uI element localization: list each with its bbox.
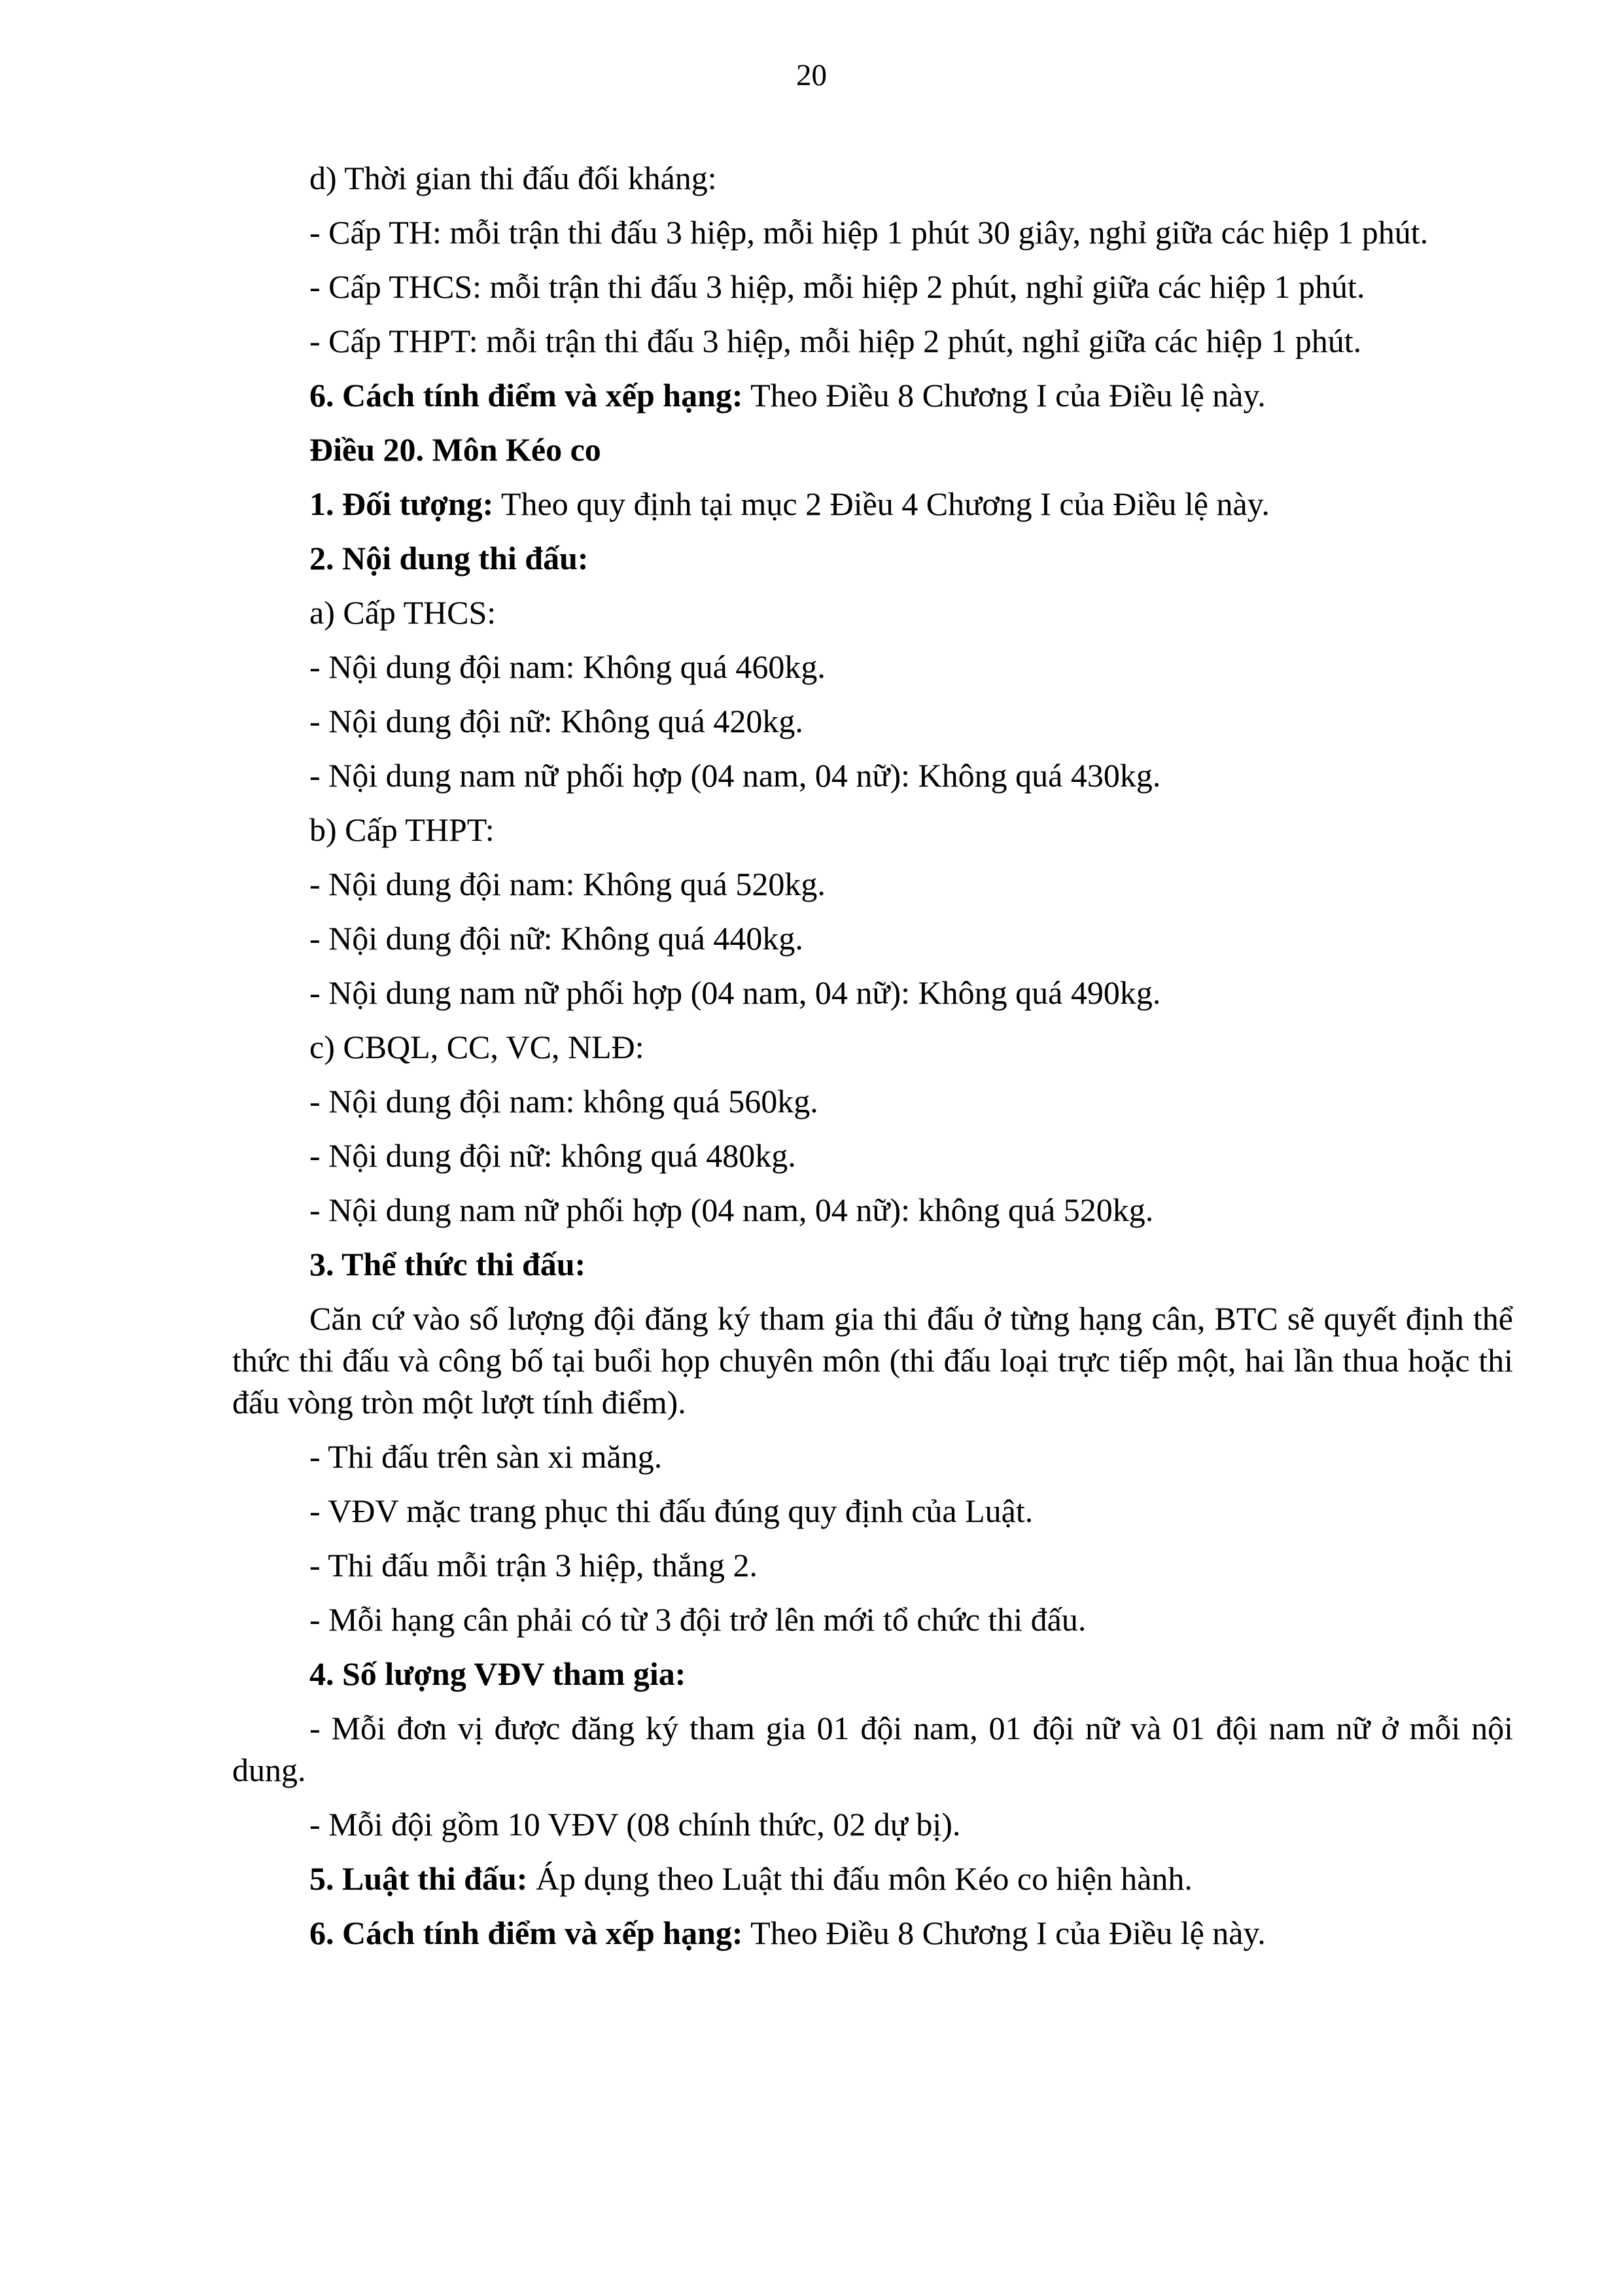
article-20-title: Điều 20. Môn Kéo co (309, 431, 601, 468)
level-thpt-heading: b) Cấp THPT: (309, 811, 495, 848)
section-3-format: 3. Thể thức thi đấu: (309, 1246, 586, 1282)
thcs-men-team: - Nội dung đội nam: Không quá 460kg. (309, 648, 826, 685)
format-cement-floor: - Thi đấu trên sàn xi măng. (309, 1438, 663, 1475)
paragraph-time-thcs: - Cấp THCS: mỗi trận thi đấu 3 hiệp, mỗi hiệp 2 phút, nghỉ giữa các hiệp 1 phút. (309, 268, 1365, 305)
section-4-athletes: 4. Số lượng VĐV tham gia: (309, 1655, 686, 1692)
section-scoring-previous: 6. Cách tính điểm và xếp hạng: Theo Điều 8 Chương I của Điều lệ này. (309, 377, 1266, 414)
staff-mixed-team: - Nội dung nam nữ phối hợp (04 nam, 04 nữ): không quá 520kg. (309, 1192, 1154, 1228)
thpt-men-team: - Nội dung đội nam: Không quá 520kg. (309, 866, 826, 902)
thcs-women-team: - Nội dung đội nữ: Không quá 420kg. (309, 703, 803, 739)
staff-women-team: - Nội dung đội nữ: không quá 480kg. (309, 1137, 796, 1174)
paragraph-time-heading: d) Thời gian thi đấu đối kháng: (309, 160, 717, 196)
section-6-scoring: 6. Cách tính điểm và xếp hạng: Theo Điều 8 Chương I của Điều lệ này. (309, 1915, 1266, 1951)
format-description: Căn cứ vào số lượng đội đăng ký tham gia thi đấu ở từng hạng cân, BTC sẽ quyết định thể thức thi đấu và công bố tại buổi họp chuyên môn (thi đấu loại trực tiếp một, hai lần thua hoặc thi đấu vòng tròn một lượt tính điểm). (232, 1300, 1513, 1421)
paragraph-time-th: - Cấp TH: mỗi trận thi đấu 3 hiệp, mỗi hiệp 1 phút 30 giây, nghỉ giữa các hiệp 1 phút. (309, 214, 1429, 251)
thpt-women-team: - Nội dung đội nữ: Không quá 440kg. (309, 920, 803, 957)
level-thcs-heading: a) Cấp THCS: (309, 594, 497, 631)
staff-men-team: - Nội dung đội nam: không quá 560kg. (309, 1083, 818, 1120)
section-2-content: 2. Nội dung thi đấu: (309, 540, 589, 576)
section-5-rules: 5. Luật thi đấu: Áp dụng theo Luật thi đấu môn Kéo co hiện hành. (309, 1860, 1193, 1897)
format-rounds: - Thi đấu mỗi trận 3 hiệp, thắng 2. (309, 1547, 758, 1583)
document-body (232, 157, 1513, 1966)
athletes-registration: - Mỗi đơn vị được đăng ký tham gia 01 đội nam, 01 đội nữ và 01 đội nam nữ ở mỗi nội dung. (232, 1710, 1513, 1788)
format-minimum-teams: - Mỗi hạng cân phải có từ 3 đội trở lên mới tổ chức thi đấu. (309, 1601, 1087, 1638)
paragraph-time-thpt: - Cấp THPT: mỗi trận thi đấu 3 hiệp, mỗi hiệp 2 phút, nghỉ giữa các hiệp 1 phút. (309, 323, 1362, 359)
page-number: 20 (796, 58, 827, 92)
level-staff-heading: c) CBQL, CC, VC, NLĐ: (309, 1029, 644, 1065)
format-uniform: - VĐV mặc trang phục thi đấu đúng quy định của Luật. (309, 1492, 1034, 1529)
athletes-team-size: - Mỗi đội gồm 10 VĐV (08 chính thức, 02 dự bị). (309, 1806, 961, 1843)
section-1-subjects: 1. Đối tượng: Theo quy định tại mục 2 Điều 4 Chương I của Điều lệ này. (309, 486, 1270, 522)
thcs-mixed-team: - Nội dung nam nữ phối hợp (04 nam, 04 nữ): Không quá 430kg. (309, 757, 1161, 794)
thpt-mixed-team: - Nội dung nam nữ phối hợp (04 nam, 04 nữ): Không quá 490kg. (309, 974, 1161, 1011)
